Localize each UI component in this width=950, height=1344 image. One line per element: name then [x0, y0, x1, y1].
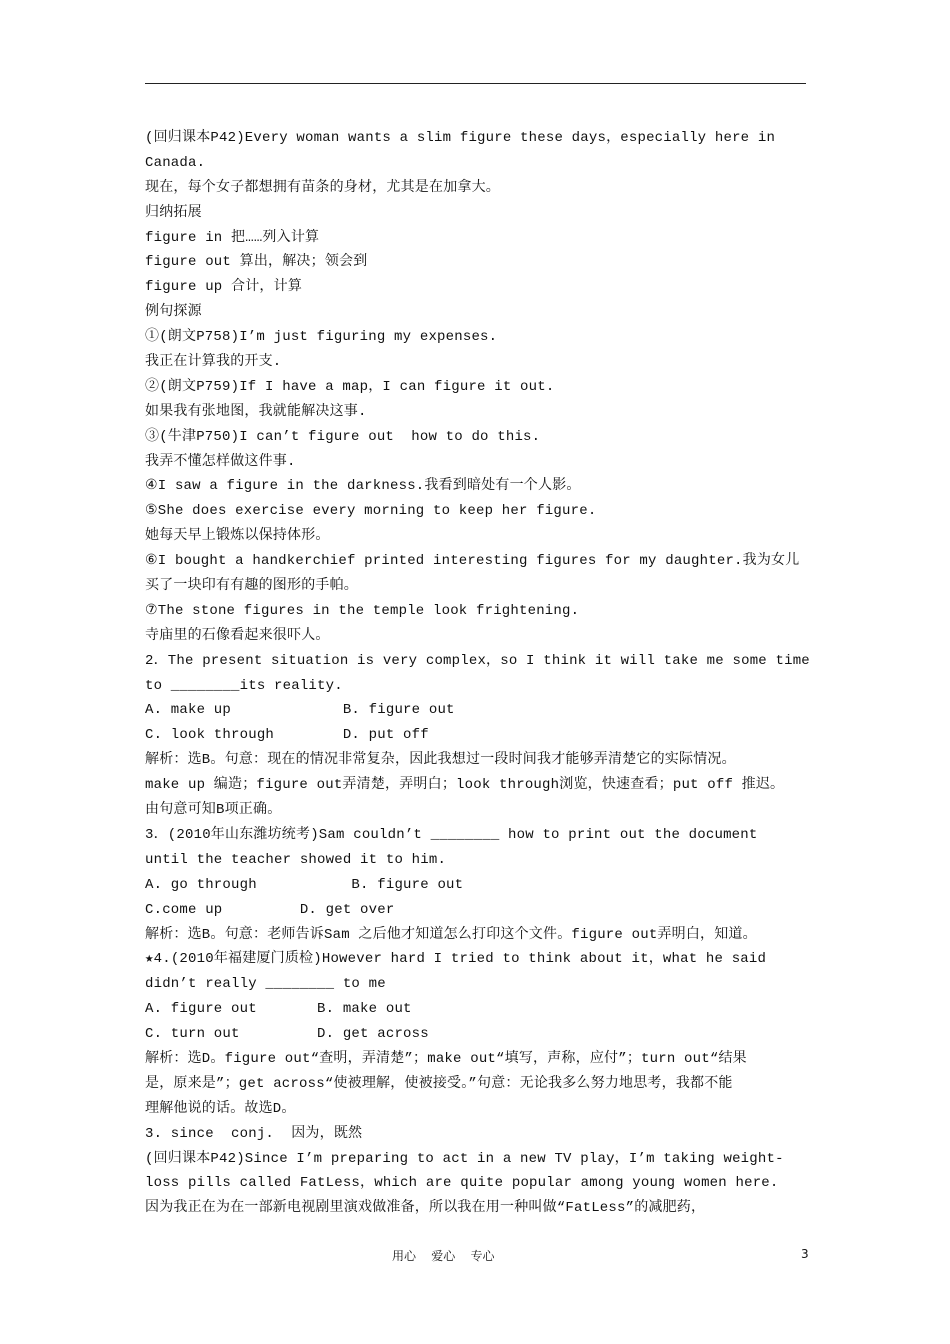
text-line: A. go through B. figure out	[145, 876, 464, 893]
footer-motto: 用心 爱心 专心	[392, 1249, 495, 1263]
text-line: 由句意可知B项正确。	[145, 802, 282, 819]
text-line: 3．(2010年山东潍坊统考)Sam couldn’t ________ how to print out the document	[145, 826, 758, 843]
text-line: figure in 把……列入计算	[145, 229, 320, 246]
text-line: 买了一块印有有趣的图形的手帕。	[145, 578, 358, 595]
text-line: 例句探源	[145, 304, 202, 321]
text-line: ⑥I bought a handkerchief printed interesting figures for my daughter.我为女儿	[145, 553, 800, 570]
text-line: until the teacher showed it to him.	[145, 851, 447, 868]
text-line: ④I saw a figure in the darkness.我看到暗处有一个人影。	[145, 478, 581, 495]
text-line: A. figure out B. make out	[145, 1001, 412, 1018]
text-line: 解析：选D。figure out“查明，弄清楚”；make out“填写，声称，应付”；turn out“结果	[145, 1050, 747, 1067]
text-line: 2．The present situation is very complex，so I think it will take me some time	[145, 652, 810, 669]
text-line: 解析：选B。句意：老师告诉Sam 之后他才知道怎么打印这个文件。figure out弄明白，知道。	[145, 926, 757, 943]
page-number: 3	[801, 1247, 809, 1261]
text-line: 因为我正在为在一部新电视剧里演戏做准备，所以我在用一种叫做“FatLess”的减肥药，	[145, 1200, 706, 1217]
text-line: C. turn out D. get across	[145, 1026, 429, 1043]
text-line: (回归课本P42)Since I’m preparing to act in a new TV play，I’m taking weight-	[145, 1150, 784, 1167]
text-line: loss pills called FatLess，which are quite popular among young women here.	[145, 1175, 779, 1192]
text-line: 如果我有张地图，我就能解决这事.	[145, 403, 367, 420]
text-line: to ________its reality.	[145, 677, 343, 694]
text-line: 3. since conj. 因为，既然	[145, 1125, 363, 1142]
text-line: didn’t really ________ to me	[145, 976, 386, 993]
text-line: ①(朗文P758)I’m just figuring my expenses.	[145, 329, 498, 346]
header-rule	[145, 83, 806, 84]
text-line: figure out 算出，解决；领会到	[145, 254, 368, 271]
text-line: 理解他说的话。故选D。	[145, 1100, 296, 1117]
text-line: ③(牛津P750)I can’t figure out how to do this.	[145, 428, 541, 445]
text-line: Canada.	[145, 154, 206, 171]
text-line: 我弄不懂怎样做这件事.	[145, 453, 296, 470]
text-line: ★4.(2010年福建厦门质检)However hard I tried to think about it，what he said	[145, 951, 767, 968]
text-line: 是，原来是”；get across“使被理解，使被接受。”句意：无论我多么努力地思考，我都不能	[145, 1075, 733, 1092]
text-line: ⑤She does exercise every morning to keep her figure.	[145, 503, 597, 520]
text-line: C.come up D. get over	[145, 901, 395, 918]
text-line: (回归课本P42)Every woman wants a slim figure these days，especially here in	[145, 130, 776, 146]
text-line: 我正在计算我的开支.	[145, 354, 282, 371]
document-body	[145, 126, 810, 1221]
text-line: 解析：选B。句意：现在的情况非常复杂，因此我想过一段时间我才能够弄清楚它的实际情况。	[145, 752, 736, 769]
text-line: 寺庙里的石像看起来很吓人。	[145, 627, 330, 644]
text-line: 她每天早上锻炼以保持体形。	[145, 528, 330, 545]
text-line: ②(朗文P759)If I have a map，I can figure it out.	[145, 378, 555, 395]
text-line: 现在，每个女子都想拥有苗条的身材，尤其是在加拿大。	[145, 179, 500, 196]
text-line: ⑦The stone figures in the temple look frightening.	[145, 602, 580, 619]
text-line: A. make up B. figure out	[145, 702, 455, 719]
text-line: C. look through D. put off	[145, 727, 429, 744]
text-line: 归纳拓展	[145, 204, 202, 221]
text-line: make up 编造；figure out弄清楚，弄明白；look through浏览，快速查看；put off 推迟。	[145, 777, 785, 794]
text-line: figure up 合计，计算	[145, 279, 303, 296]
